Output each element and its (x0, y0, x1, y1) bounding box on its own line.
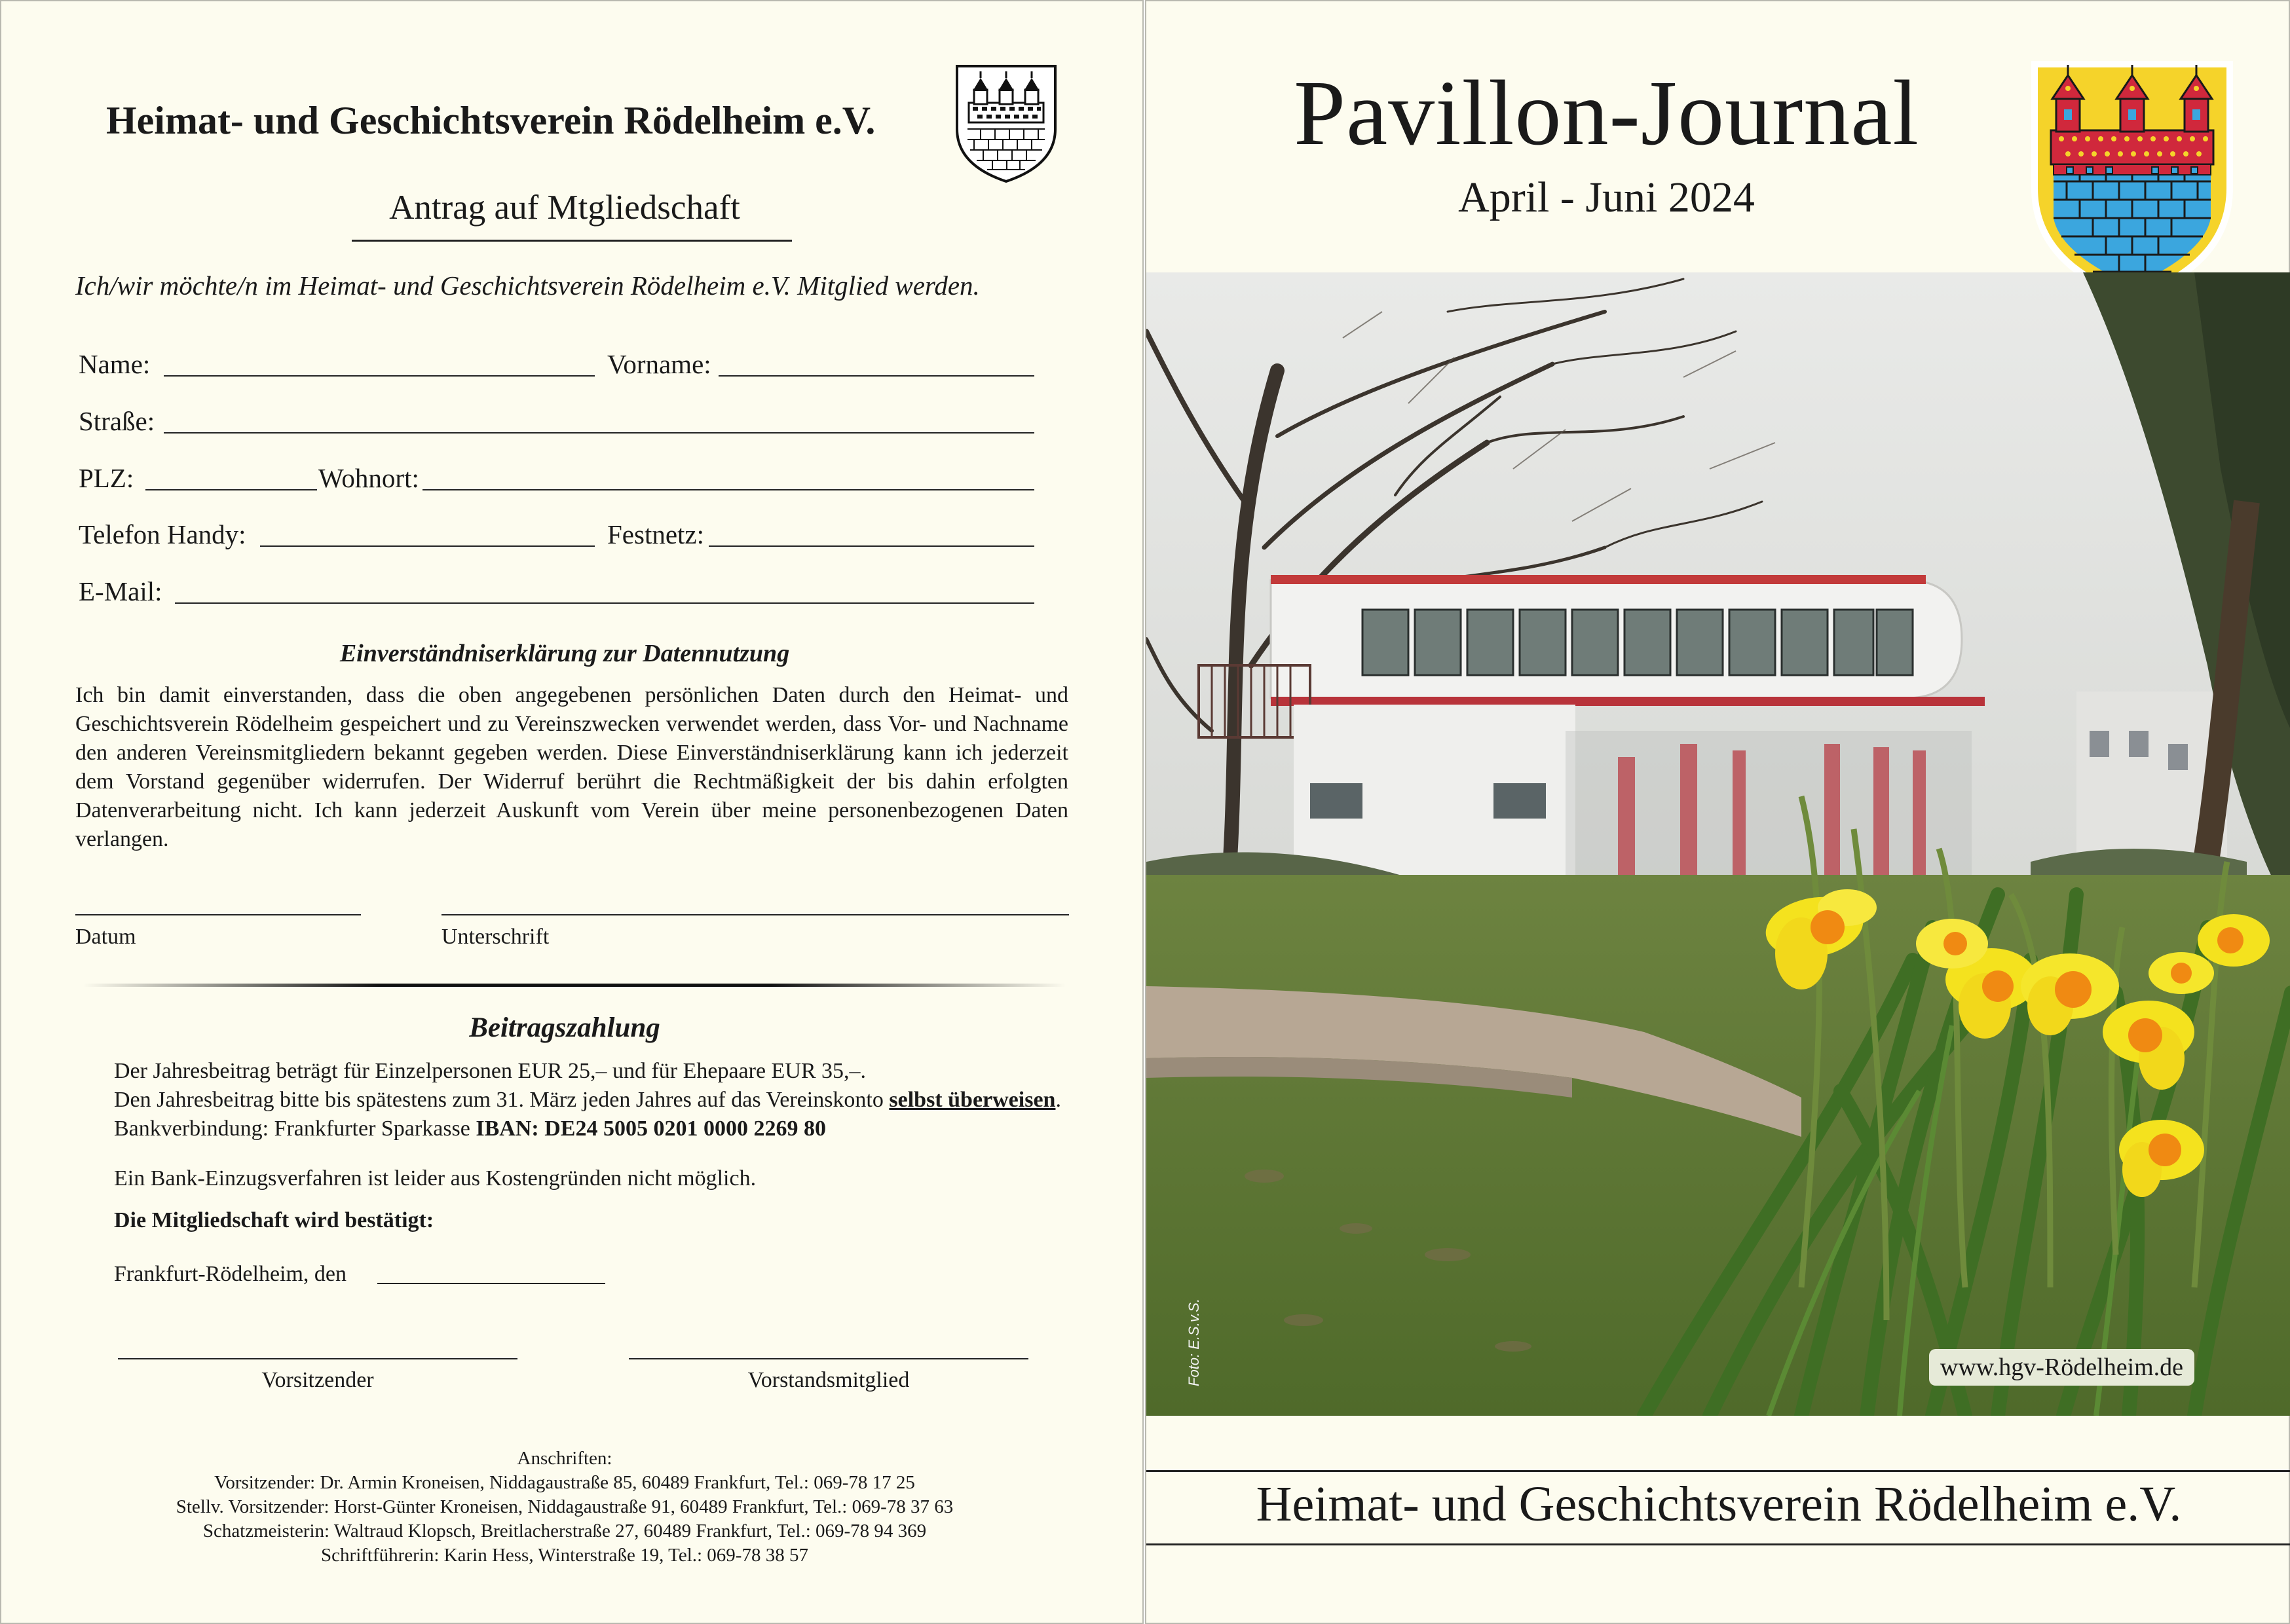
direct-debit-note: Ein Bank-Einzugsverfahren ist leider aus Kostengründen nicht möglich. (114, 1166, 757, 1190)
addresses-title: Anschriften: (517, 1448, 612, 1469)
wohnort-field[interactable] (422, 489, 1034, 490)
website-url[interactable]: www.hgv-Rödelheim.de (1929, 1349, 2194, 1386)
vorname-label: Vorname: (607, 349, 711, 379)
journal-title: Pavillon-Journal (1294, 61, 1919, 164)
coat-of-arms-icon (954, 64, 1058, 184)
datum-field[interactable] (75, 914, 361, 915)
confirmation-label: Die Mitgliedschaft wird bestätigt: (114, 1208, 434, 1232)
place-date-label: Frankfurt-Rödelheim, den (114, 1262, 347, 1286)
journal-cover-page (1145, 0, 2290, 1624)
email-field[interactable] (175, 602, 1034, 604)
form-title: Antrag auf Mtgliedschaft (389, 189, 740, 227)
festnetz-label: Festnetz: (607, 519, 705, 549)
title-underline (352, 240, 792, 242)
society-footer-title: Heimat- und Geschichtsverein Rödelheim e.V. (1256, 1477, 2182, 1532)
membership-form-page (0, 0, 1144, 1624)
plz-field[interactable] (145, 489, 317, 490)
wohnort-label: Wohnort: (318, 463, 419, 493)
consent-text: Ich bin damit einverstanden, dass die oben angegebenen persönlichen Daten durch den Heimat- und Geschichtsverein Rödelheim gespeichert und zu Vereinszwecken verwendet werden, dass Vor- und Nachname den anderen Vereinsmitgliedern bekannt gegeben werden. Diese Einverständniserklärung kann ich jederzeit dem Vorstand gegenüber widerrufen. Der Widerruf berührt die Rechtmäßigkeit der bis dahin erfolgten Datenverarbeitung nicht. Ich kann jederzeit Auskunft vom Verein über meine personenbezogenen Daten verlangen. (75, 683, 1068, 851)
datum-label: Datum (75, 925, 136, 949)
address-treasurer: Schatzmeisterin: Waltraud Klopsch, Breitlacherstraße 27, 60489 Frankfurt, Tel.: 069-78 94 369 (202, 1521, 927, 1541)
strasse-label: Straße: (79, 406, 155, 436)
consent-title: Einverständniserklärung zur Datennutzung (339, 640, 790, 667)
email-label: E-Mail: (79, 576, 162, 606)
vorname-field[interactable] (719, 375, 1034, 377)
vorsitzender-label: Vorsitzender (261, 1368, 374, 1392)
address-chair: Vorsitzender: Dr. Armin Kroneisen, Niddagaustraße 85, 60489 Frankfurt, Tel.: 069-78 17 25 (214, 1472, 915, 1493)
unterschrift-field[interactable] (441, 914, 1069, 915)
footer-rule-bottom (1146, 1543, 2290, 1545)
payment-text (114, 1057, 1077, 1143)
telefon-handy-label: Telefon Handy: (79, 519, 246, 549)
festnetz-field[interactable] (709, 545, 1034, 547)
unterschrift-label: Unterschrift (441, 925, 550, 949)
address-secretary: Schriftführerin: Karin Hess, Winterstraße 19, Tel.: 069-78 38 57 (321, 1545, 808, 1566)
confirmation-date-field[interactable] (377, 1283, 605, 1284)
name-field[interactable] (164, 375, 595, 377)
plz-label: PLZ: (79, 463, 134, 493)
vorstandsmitglied-signature-field[interactable] (629, 1358, 1028, 1359)
section-divider (83, 984, 1066, 987)
payment-title: Beitragszahlung (469, 1012, 660, 1043)
photo-credit: Foto: E.S.v.S. (1186, 1298, 1202, 1386)
cover-photo-pavilion-daffodils (1146, 272, 2290, 1416)
issue-date: April - Juni 2024 (1458, 174, 1755, 221)
vorstandsmitglied-label: Vorstandsmitglied (747, 1368, 910, 1392)
strasse-field[interactable] (164, 432, 1034, 434)
payment-line-1: Der Jahresbeitrag beträgt für Einzelpersonen EUR 25,– und für Ehepaare EUR 35,–. (114, 1059, 867, 1083)
vorsitzender-signature-field[interactable] (118, 1358, 517, 1359)
footer-rule-top (1146, 1470, 2290, 1472)
payment-line-2: Den Jahresbeitrag bitte bis spätestens zum 31. März jeden Jahres auf das Vereinskonto selbst überweisen. Bankverbindung: Frankfurter Sparkasse IBAN: DE24 5005 0201 0000 2269 80 (114, 1088, 1061, 1141)
intro-text: Ich/wir möchte/n im Heimat- und Geschichtsverein Rödelheim e.V. Mitglied werden. (75, 270, 980, 301)
society-title: Heimat- und Geschichtsverein Rödelheim e.V. (106, 99, 876, 142)
telefon-handy-field[interactable] (260, 545, 595, 547)
coat-of-arms-icon (2027, 57, 2237, 306)
address-vice-chair: Stellv. Vorsitzender: Horst-Günter Kroneisen, Niddagaustraße 91, 60489 Frankfurt, Tel.: 069-78 37 63 (176, 1496, 954, 1517)
name-label: Name: (79, 349, 151, 379)
